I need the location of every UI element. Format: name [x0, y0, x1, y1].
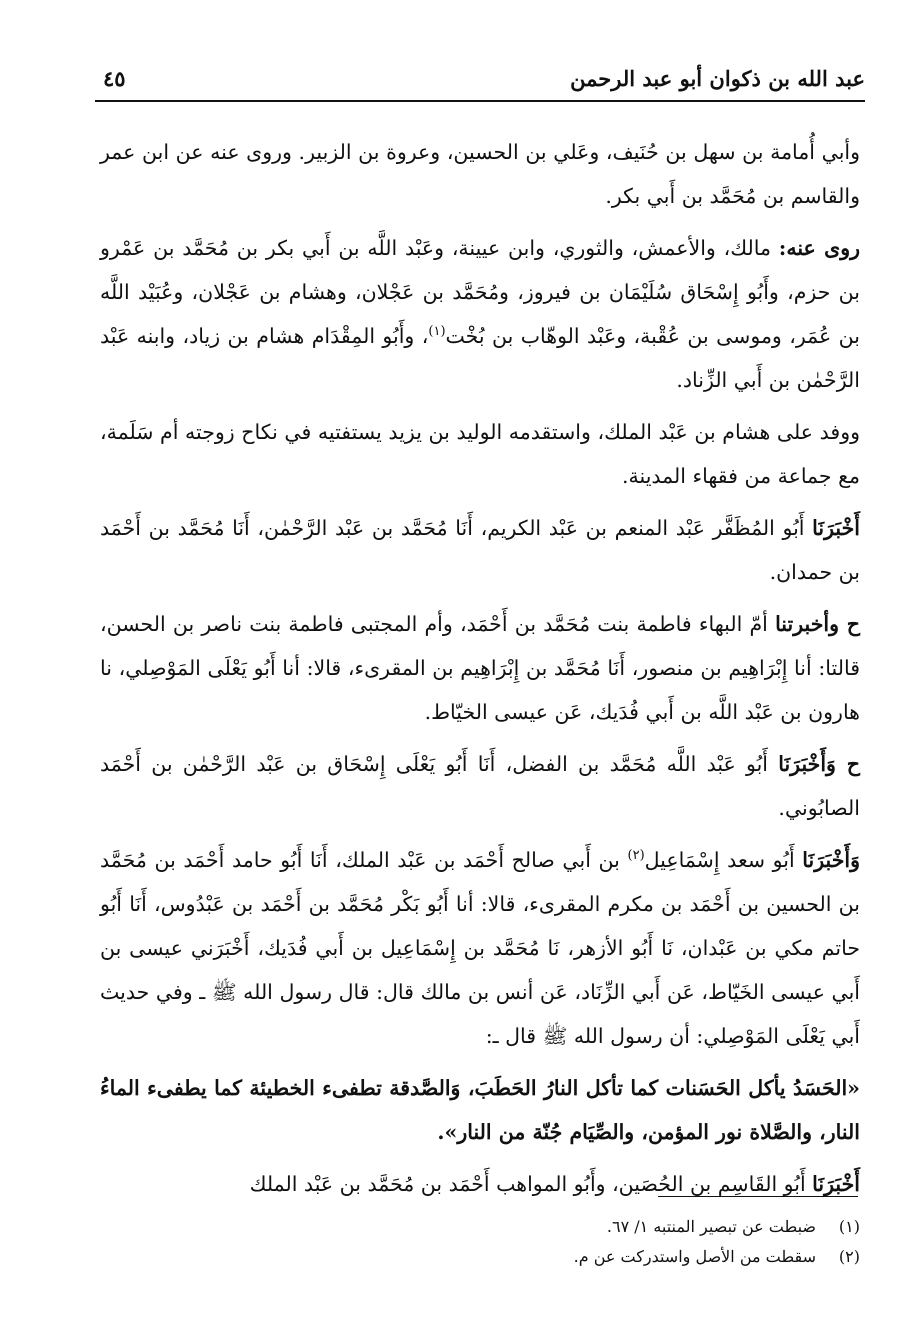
header-rule: [95, 100, 865, 102]
footnote-marker-2[interactable]: (٢): [627, 848, 645, 864]
footnote-number: (١): [838, 1217, 860, 1236]
paragraph-lead: وَأَخْبَرَنَا: [802, 848, 860, 872]
hadith-quote: «الحَسَدُ يأكل الحَسَنات كما تأكل النارُ الحَطَبَ، وَالصَّدقة تطفىء الخطيئة كما يطفىء الماءُ النار، والصَّلاة نور المؤمن، والصِّيَام جُنّة من النار».: [100, 1076, 860, 1144]
footnotes: [100, 1212, 860, 1272]
footnote-text: ضبطت عن تبصير المنتبه ١/ ٦٧.: [606, 1217, 816, 1236]
running-header: [95, 62, 865, 102]
footnote-number: (٢): [838, 1247, 860, 1266]
footnote-1: [100, 1212, 860, 1242]
paragraph-lead: ح وأخبرتنا: [775, 612, 861, 636]
paragraph-text: أَبُو عَبْد اللَّه مُحَمَّد بن الفضل، أَنَا أَبُو يَعْلَى إِسْحَاق بن عَبْد الرَّحْمٰن بن أَحْمَد الصابُوني.: [100, 752, 860, 820]
footnote-2: [100, 1242, 860, 1272]
paragraph-lead: ح وَأَخْبَرَنَا: [778, 752, 861, 776]
page-number: ٤٥: [103, 66, 126, 91]
paragraph-lead: أَخْبَرَنَا: [812, 1172, 860, 1196]
paragraph-text: أَبُو القَاسِم بن الحُصَين، وأَبُو المواهب أَحْمَد بن مُحَمَّد بن عَبْد الملك: [249, 1172, 813, 1196]
hadith-text: [100, 1066, 860, 1154]
paragraph-isnad-5: [100, 1162, 860, 1206]
paragraph-text: وأبي أُمامة بن سهل بن حُنَيف، وعَلي بن الحسين، وعروة بن الزبير. وروى عنه عن ابن عمر والقاسم بن مُحَمَّد بن أَبي بكر.: [100, 140, 860, 208]
main-text: [100, 130, 860, 1214]
paragraph-text: أمّ البهاء فاطمة بنت مُحَمَّد بن أَحْمَد، وأم المجتبى فاطمة بنت ناصر بن الحسن، قالتا: أنا إِبْرَاهِيم بن منصور، أَنَا مُحَمَّد بن إِبْرَاهِيم بن المقرىء، قالا: أنا أَبُو يَعْلَى المَوْصِلي، نا هارون بن عَبْد اللَّه بن أَبي فُدَيك، عَن عيسى الخيّاط.: [100, 612, 860, 724]
paragraph-lead: أَخْبَرَنَا: [812, 516, 860, 540]
paragraph-3: [100, 410, 860, 498]
paragraph-tail: بن أَبي صالح أَحْمَد بن عَبْد الملك، أَنَا أَبُو حامد أَحْمَد بن مُحَمَّد بن الحسين بن أَحْمَد بن مكرم المقرىء، قالا: أنا أَبُو بَكْر مُحَمَّد بن أَحْمَد بن عَبْدُوس، أَنَا أَبُو حاتم مكي بن عَبْدان، نَا أَبُو الأزهر، نَا مُحَمَّد بن إِسْمَاعِيل بن أَبي فُدَيك، أَخْبَرَني عيسى بن أَبي عيسى الخَيّاط، عَن أَبي الزِّنَاد، عَن أنس بن مالك قال: قال رسول الله ﷺ ـ وفي حديث أَبي يَعْلَى المَوْصِلي: أن رسول الله ﷺ قال ـ:: [100, 848, 860, 1048]
paragraph-tail: ، وأَبُو المِقْدَام هشام بن زياد، وابنه عَبْد الرَّحْمٰن بن أَبي الزِّناد.: [100, 324, 860, 392]
paragraph-text: مالك، والأعمش، والثوري، وابن عيينة، وعَبْد اللَّه بن أَبي بكر بن مُحَمَّد بن عَمْرو بن حزم، وأَبُو إِسْحَاق سُلَيْمَان بن فيروز، ومُحَمَّد بن عَجْلان، وهشام بن عَجْلان، وعُبَيْد اللَّه بن عُمَر، وموسى بن عُقْبة، وعَبْد الوهّاب بن بُخْت: [100, 236, 860, 348]
paragraph-1: [100, 130, 860, 218]
footnote-text: سقطت من الأصل واستدركت عن م.: [573, 1247, 816, 1266]
paragraph-lead: روى عنه:: [778, 236, 861, 260]
paragraph-isnad-2: [100, 602, 860, 734]
footnote-rule: [658, 1196, 858, 1197]
paragraph-text: أَبُو المُظَفَّر عَبْد المنعم بن عَبْد الكريم، أَنَا مُحَمَّد بن عَبْد الرَّحْمٰن، أَنَا مُحَمَّد بن أَحْمَد بن حمدان.: [100, 516, 860, 584]
paragraph-isnad-3: [100, 742, 860, 830]
running-title: عبد الله بن ذكوان أبو عبد الرحمن: [570, 66, 865, 91]
footnote-marker-1[interactable]: (١): [428, 324, 446, 340]
paragraph-isnad-4: [100, 838, 860, 1058]
paragraph-text: ووفد على هشام بن عَبْد الملك، واستقدمه الوليد بن يزيد يستفتيه في نكاح زوجته أم سَلَمة، مع جماعة من فقهاء المدينة.: [100, 420, 860, 488]
paragraph-text: أَبُو سعد إِسْمَاعِيل: [644, 848, 803, 872]
paragraph-narrators: [100, 226, 860, 402]
paragraph-isnad-1: [100, 506, 860, 594]
